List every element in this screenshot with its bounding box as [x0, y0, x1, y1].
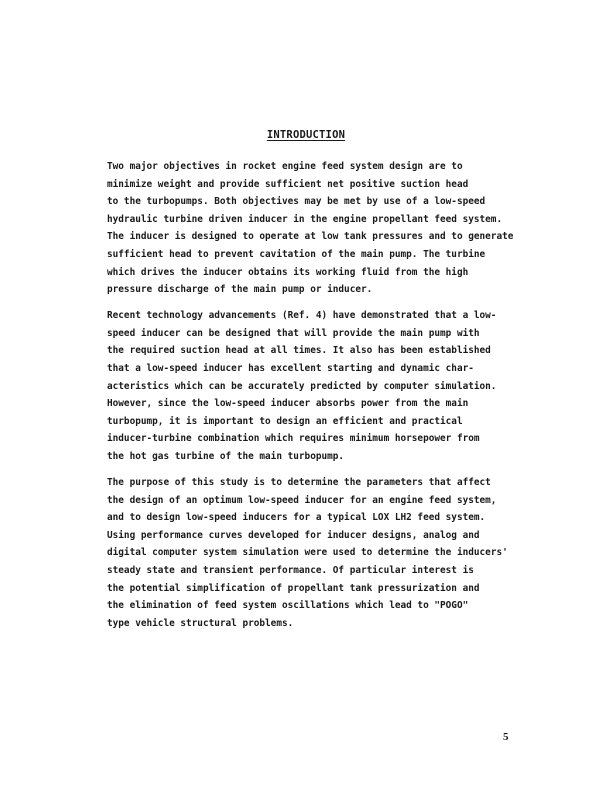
text-line: acteristics which can be accurately predicted by computer simulation. — [107, 380, 497, 392]
text-line: Recent technology advancements (Ref. 4) have demonstrated that a low- — [107, 310, 497, 322]
paragraph-3 — [107, 474, 547, 632]
text-line: steady state and transient performance. Of particular interest is — [107, 565, 474, 577]
text-line: turbopump, it is important to design an efficient and practical — [107, 415, 463, 427]
text-line: the elimination of feed system oscillations which lead to "POGO" — [107, 600, 469, 612]
text-line: to the turbopumps. Both objectives may be met by use of a low-speed — [107, 196, 486, 208]
text-line: the potential simplification of propellant tank pressurization and — [107, 582, 480, 594]
paragraph-1 — [107, 158, 547, 299]
text-line: sufficient head to prevent cavitation of the main pump. The turbine — [107, 248, 486, 260]
text-line: type vehicle structural problems. — [107, 617, 294, 629]
text-line: pressure discharge of the main pump or inducer. — [107, 284, 373, 296]
section-heading — [0, 129, 612, 141]
body-text — [107, 158, 547, 641]
text-line: Two major objectives in rocket engine feed system design are to — [107, 161, 463, 172]
text-line: minimize weight and provide sufficient net positive suction head — [107, 178, 469, 190]
text-line: the required suction head at all times. It also has been established — [107, 345, 491, 357]
text-line: the design of an optimum low-speed inducer for an engine feed system, — [107, 494, 497, 506]
text-line: However, since the low-speed inducer absorbs power from the main — [107, 398, 469, 410]
text-line: which drives the inducer obtains its working fluid from the high — [107, 266, 469, 278]
page-number: 5 — [503, 731, 509, 743]
text-line: Using performance curves developed for inducer designs, analog and — [107, 529, 480, 541]
text-line: The purpose of this study is to determine the parameters that affect — [107, 477, 491, 489]
text-line: the hot gas turbine of the main turbopump. — [107, 451, 345, 462]
text-line: that a low-speed inducer has excellent starting and dynamic char- — [107, 363, 474, 375]
text-line: The inducer is designed to operate at low tank pressures and to generate — [107, 231, 514, 243]
text-line: and to design low-speed inducers for a typical LOX LH2 feed system. — [107, 512, 486, 524]
text-line: speed inducer can be designed that will provide the main pump with — [107, 327, 480, 339]
section-heading-text: INTRODUCTION — [266, 129, 346, 141]
paragraph-2 — [107, 307, 547, 465]
text-line: digital computer system simulation were used to determine the inducers' — [107, 547, 508, 559]
text-line: hydraulic turbine driven inducer in the engine propellant feed system. — [107, 213, 503, 225]
text-line: inducer-turbine combination which requires minimum horsepower from — [107, 433, 480, 445]
